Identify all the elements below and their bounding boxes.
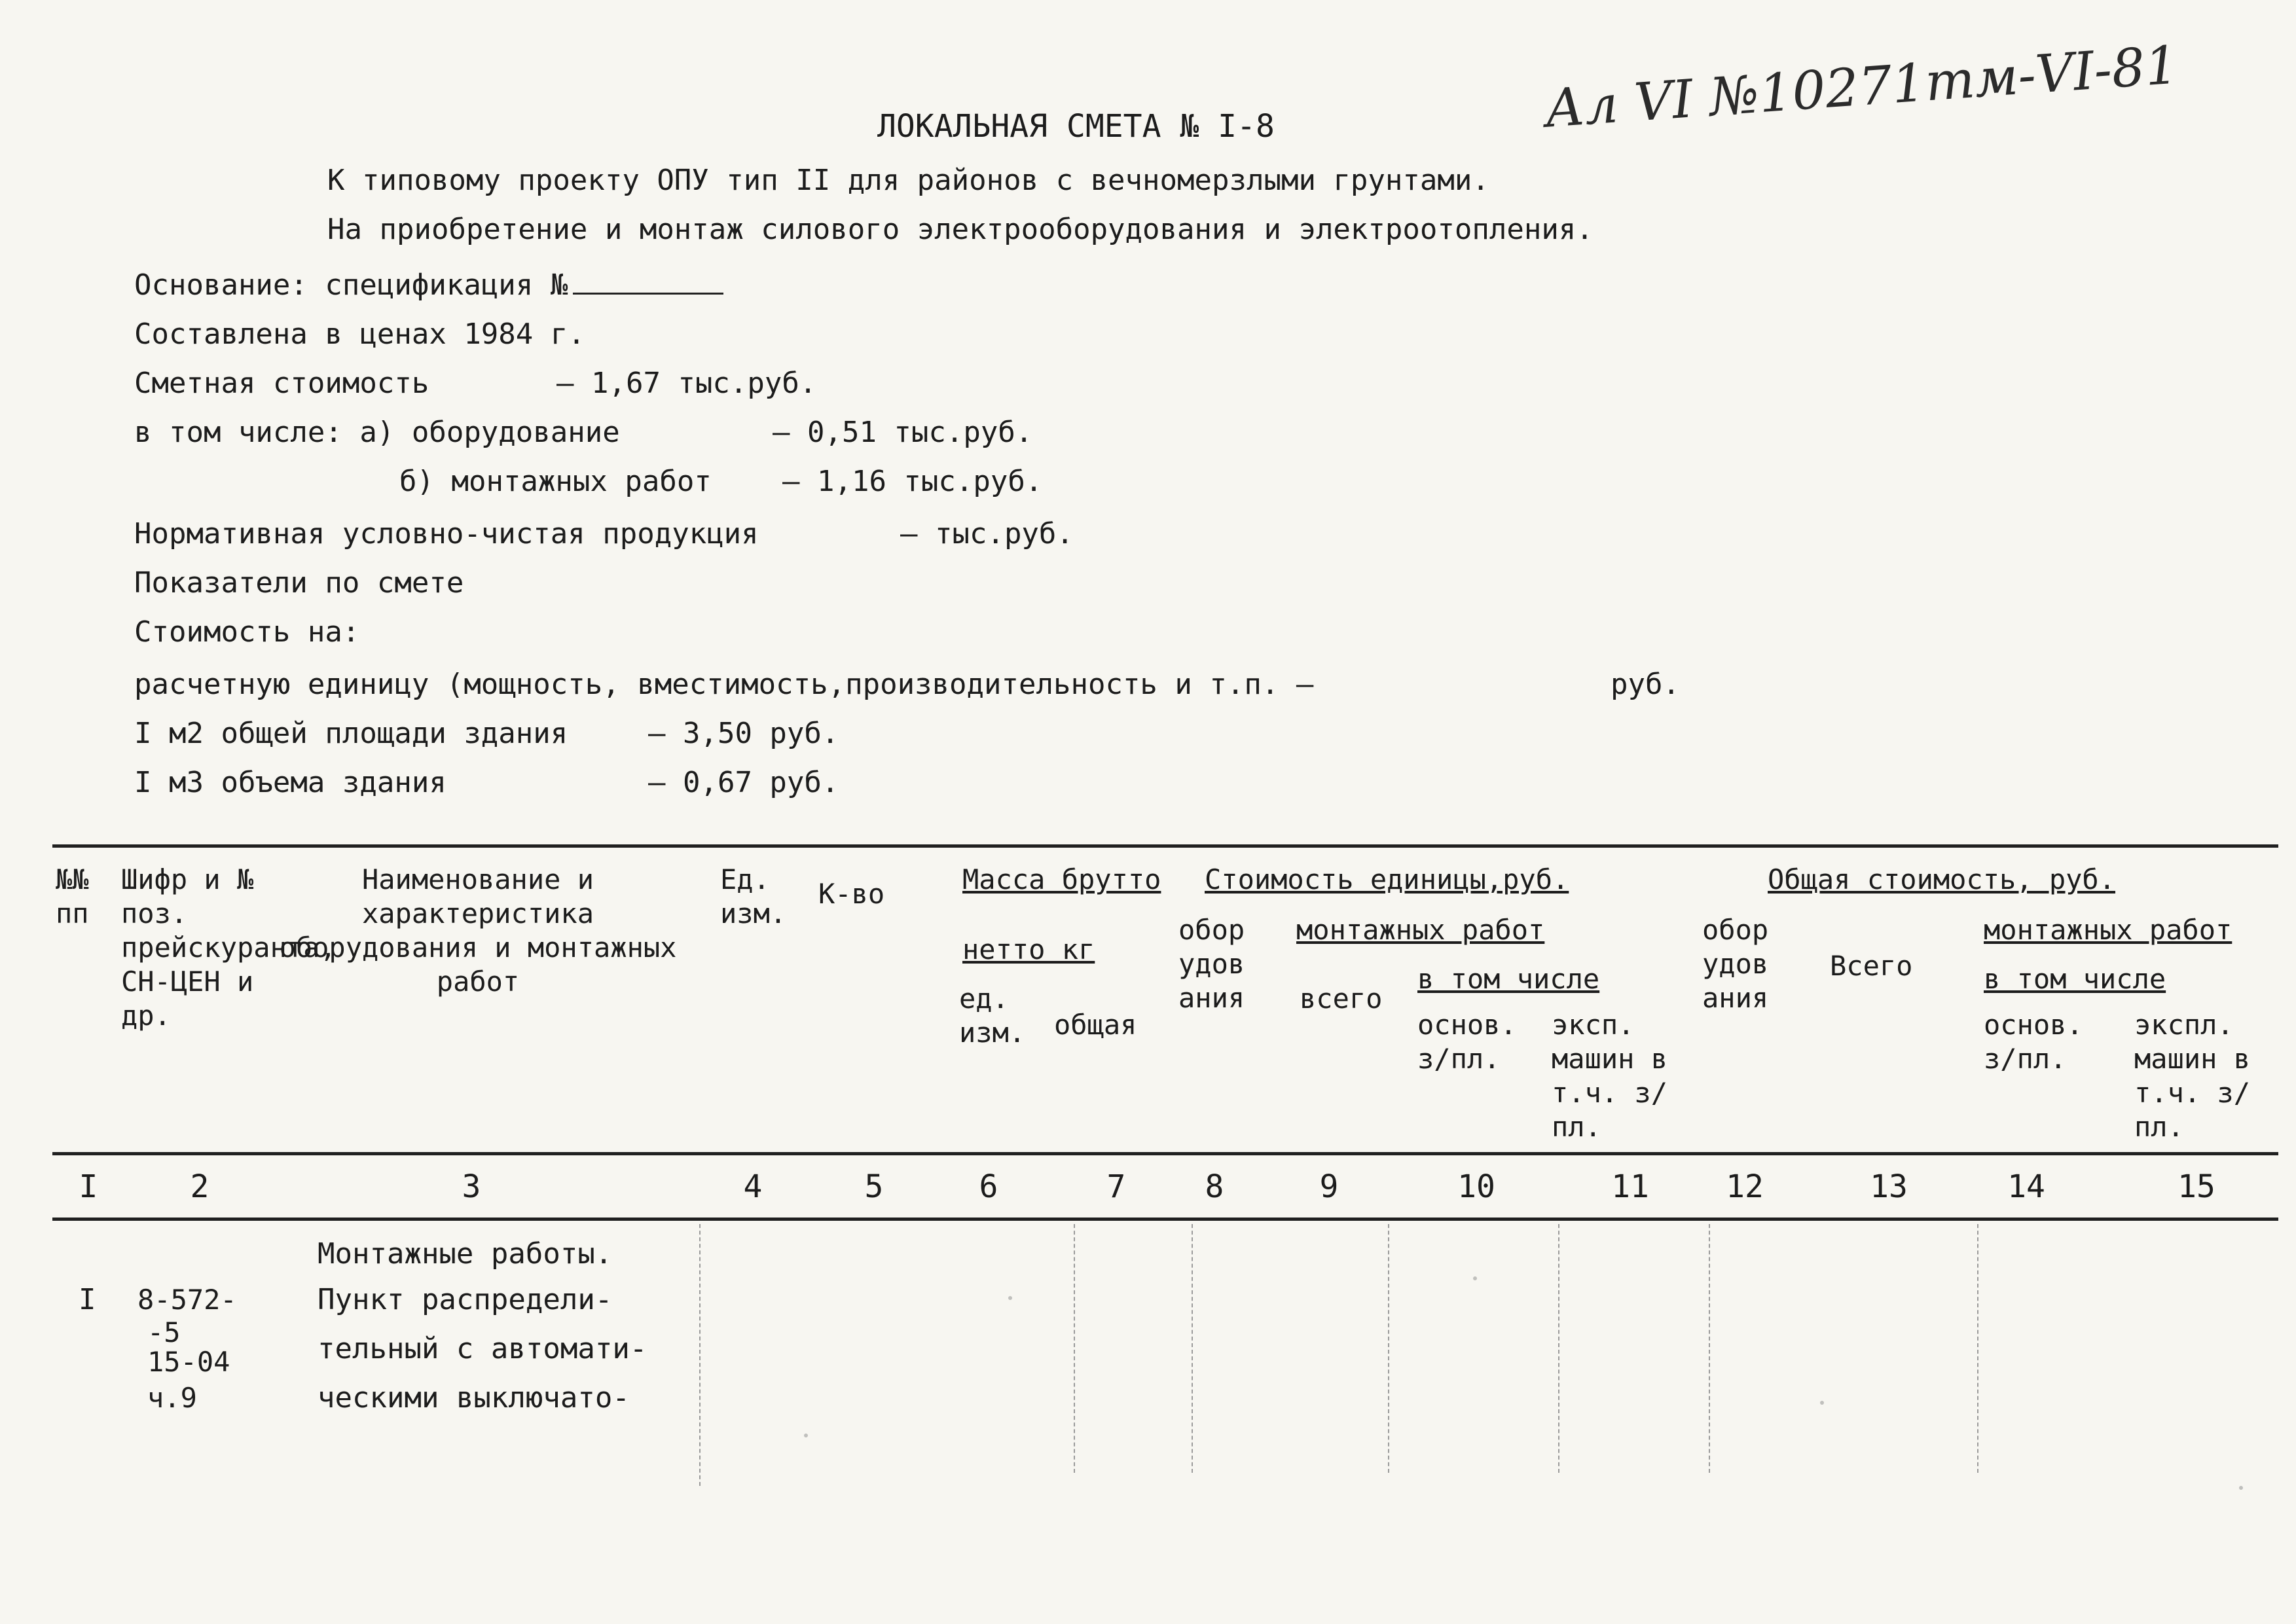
column-number: 12 (1726, 1168, 1764, 1205)
table-header-rule (52, 1152, 2278, 1155)
row-description-line-1: Пункт распредели- (318, 1283, 613, 1316)
indicators-label: Показатели по смете (134, 566, 464, 600)
column-separator (1192, 1224, 1193, 1473)
scan-speck (1008, 1296, 1012, 1300)
price-year: Составлена в ценах 1984 г. (134, 317, 585, 351)
cost-total-label: Сметная стоимость (134, 367, 429, 400)
column-separator (1709, 1224, 1710, 1473)
mounting-cost-label: б) монтажных работ (399, 465, 712, 498)
row-code-line-4: ч.9 (147, 1382, 197, 1414)
row-code-line-1: 8-572- (137, 1284, 237, 1316)
header-unit-machines: эксп. машин в т.ч. з/пл. (1552, 1009, 1668, 1143)
column-number: 3 (462, 1168, 481, 1205)
document-title: ЛОКАЛЬНАЯ СМЕТА № I-8 (877, 108, 1275, 145)
per-unit-value: руб. (1611, 668, 1680, 701)
scan-speck (1820, 1401, 1824, 1405)
row-description-line-3: ческими выключато- (318, 1381, 630, 1415)
row-code-line-3: 15-04 (147, 1346, 230, 1378)
column-number: 8 (1205, 1168, 1224, 1205)
header-description: Наименование и характеристика оборудования и монтажных работ (279, 863, 677, 998)
header-quantity: К-во (818, 878, 885, 910)
column-number: 13 (1870, 1168, 1908, 1205)
normative-value: – тыс.руб. (900, 517, 1074, 550)
column-number: 9 (1319, 1168, 1339, 1205)
column-number: 7 (1106, 1168, 1126, 1205)
column-separator (1558, 1224, 1559, 1473)
header-unit-equipment: оборудования (1178, 914, 1245, 1014)
header-unit: Ед. изм. (720, 863, 787, 929)
column-number: 4 (743, 1168, 763, 1205)
column-number: 2 (190, 1168, 210, 1205)
handwritten-document-number: Ал VI №10271тм-VI-81 (1542, 34, 2181, 139)
header-row-number: №№ пп (56, 863, 89, 929)
header-mass-group: Масса брутто (962, 863, 1161, 895)
column-number: I (79, 1168, 98, 1205)
row-code-line-2: -5 (147, 1316, 181, 1348)
header-total-mount-group: монтажных работ (1984, 914, 2232, 946)
header-total-all: Всего (1830, 950, 1913, 982)
column-separator (1977, 1224, 1978, 1473)
column-number: 6 (979, 1168, 998, 1205)
including-label: в том числе: а) оборудование (134, 416, 620, 449)
header-mass-per-unit: ед. изм. (959, 983, 1026, 1049)
document-subtitle-purpose: На приобретение и монтаж силового электрооборудования и электроотопления. (327, 213, 1594, 246)
row-description-line-2: тельный с автомати- (318, 1332, 647, 1365)
header-unit-mount-group: монтажных работ (1296, 914, 1545, 946)
header-total-salary: основ. з/пл. (1984, 1009, 2083, 1075)
cost-total-value: – 1,67 тыс.руб. (556, 367, 817, 400)
header-unit-cost-group: Стоимость единицы,руб. (1205, 863, 1569, 895)
header-total-cost-group: Общая стоимость, руб. (1768, 863, 2116, 895)
section-title: Монтажные работы. (318, 1237, 613, 1271)
scan-speck (804, 1434, 808, 1437)
scan-speck (1473, 1276, 1477, 1280)
column-number: 10 (1457, 1168, 1495, 1205)
mounting-cost-value: – 1,16 тыс.руб. (782, 465, 1043, 498)
basis-blank (573, 293, 723, 295)
column-separator (699, 1224, 701, 1486)
header-mass-net: нетто кг (962, 933, 1095, 965)
header-unit-salary: основ. з/пл. (1417, 1009, 1517, 1075)
column-number: 14 (2007, 1168, 2045, 1205)
table-numbers-rule (52, 1218, 2278, 1221)
column-number: 15 (2178, 1168, 2215, 1205)
header-unit-mount-total: всего (1300, 983, 1383, 1015)
per-m2-label: I м2 общей площади здания (134, 717, 568, 750)
normative-label: Нормативная условно-чистая продукция (134, 517, 759, 550)
header-mass-total: общая (1054, 1009, 1137, 1041)
per-unit-label: расчетную единицу (мощность, вместимость,производительность и т.п. – (134, 668, 1314, 701)
column-number: 5 (864, 1168, 884, 1205)
column-separator (1074, 1224, 1075, 1473)
per-m3-label: I м3 объема здания (134, 766, 446, 799)
row-number: I (79, 1283, 96, 1316)
basis-label: Основание: спецификация № (134, 268, 723, 302)
equipment-cost-value: – 0,51 тыс.руб. (773, 416, 1033, 449)
header-total-incl-group: в том числе (1984, 963, 2166, 995)
per-m2-value: – 3,50 руб. (648, 717, 839, 750)
scan-speck (2239, 1486, 2243, 1490)
header-unit-incl-group: в том числе (1417, 963, 1600, 995)
document-subtitle-project: К типовому проекту ОПУ тип II для районов с вечномерзлыми грунтами. (327, 164, 1489, 197)
header-total-machines: экспл. машин в т.ч. з/пл. (2134, 1009, 2251, 1143)
table-top-rule (52, 844, 2278, 848)
header-total-equipment: оборудования (1702, 914, 1769, 1014)
header-code: Шифр и № поз. прейскуранта, СН-ЦЕН и др. (121, 863, 337, 1032)
column-separator (1388, 1224, 1389, 1473)
cost-per-label: Стоимость на: (134, 615, 360, 649)
per-m3-value: – 0,67 руб. (648, 766, 839, 799)
column-number: 11 (1611, 1168, 1649, 1205)
